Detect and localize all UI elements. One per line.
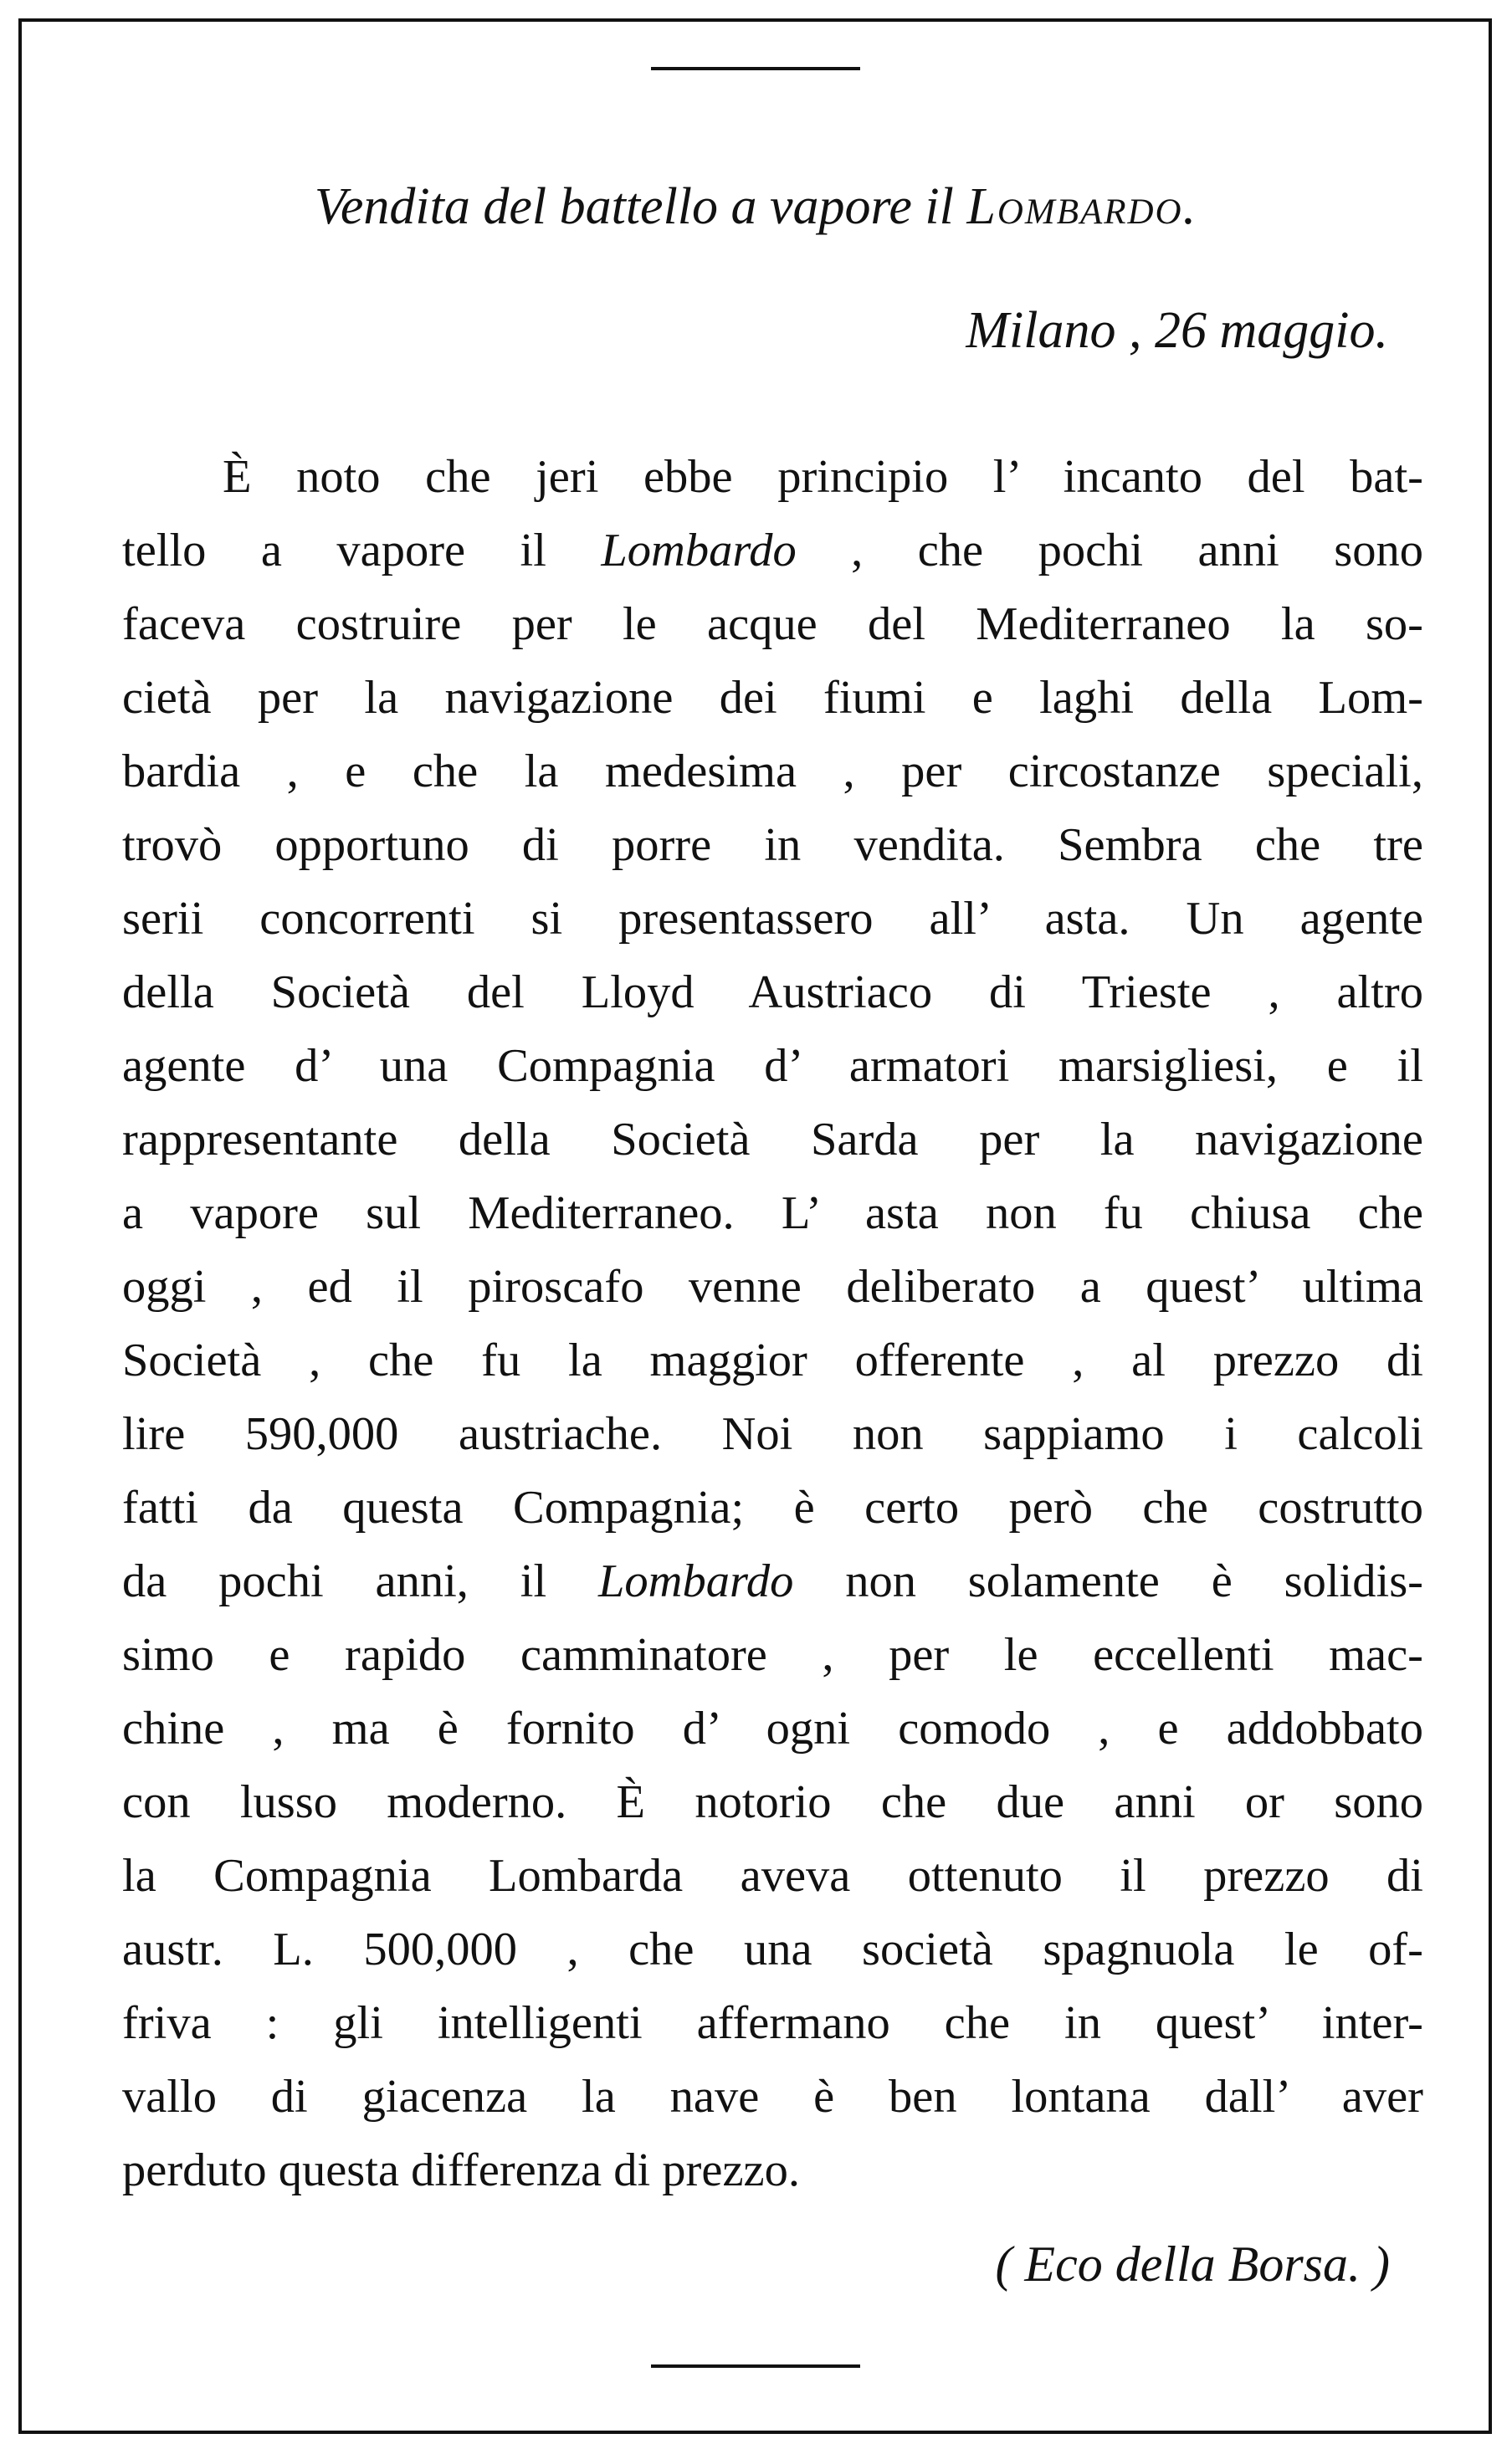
ship-name-italic: Lombardo [598, 1555, 794, 1607]
body-line: cietà per la navigazione dei fiumi e laghi della Lom- [122, 672, 1423, 724]
body-line: friva : gli intelligenti affermano che in quest’ inter- [122, 1997, 1423, 2049]
body-line: fatti da questa Compagnia; è certo però che costrutto [122, 1482, 1423, 1534]
body-line-text: da pochi anni, il [122, 1555, 598, 1607]
body-line-text: tello a vapore il [122, 525, 602, 576]
body-line: perduto questa differenza di prezzo. [122, 2144, 800, 2196]
dateline: Milano , 26 maggio. [966, 302, 1388, 359]
body-line-text: , che pochi anni sono [796, 525, 1423, 576]
body-line [122, 1545, 1423, 1618]
body-line: a vapore sul Mediterraneo. L’ asta non fu chiusa che [122, 1187, 1423, 1239]
body-line: trovò opportuno di porre in vendita. Sembra che tre [122, 819, 1423, 871]
bottom-rule [651, 2364, 860, 2368]
body-line: austr. L. 500,000 , che una società spagnuola le of- [122, 1924, 1423, 1975]
body-line: rappresentante della Società Sarda per la navigazione [122, 1114, 1423, 1166]
title-text: Vendita del battello a vapore il [314, 178, 967, 235]
body-line: serii concorrenti si presentassero all’ asta. Un agente [122, 893, 1423, 945]
page-frame [18, 18, 1492, 2434]
body-line: agente d’ una Compagnia d’ armatori marsigliesi, e il [122, 1040, 1423, 1092]
body-line: chine , ma è fornito d’ ogni comodo , e addobbato [122, 1703, 1423, 1755]
top-rule [651, 67, 860, 70]
article-body [122, 440, 1423, 2207]
body-line: Società , che fu la maggior offerente , al prezzo di [122, 1335, 1423, 1386]
body-line: faceva costruire per le acque del Mediterraneo la so- [122, 598, 1423, 650]
body-line: con lusso moderno. È notorio che due anni or sono [122, 1776, 1423, 1828]
body-line [122, 514, 1423, 587]
body-line: simo e rapido camminatore , per le eccellenti mac- [122, 1629, 1423, 1681]
body-line: bardia , e che la medesima , per circostanze speciali, [122, 745, 1423, 797]
body-line: vallo di giacenza la nave è ben lontana dall’ aver [122, 2071, 1423, 2123]
body-line: la Compagnia Lombarda aveva ottenuto il prezzo di [122, 1850, 1423, 1902]
source-attribution: ( Eco della Borsa. ) [995, 2236, 1390, 2292]
body-line: oggi , ed il piroscafo venne deliberato a quest’ ultima [122, 1261, 1423, 1313]
body-line: lire 590,000 austriache. Noi non sappiamo i calcoli [122, 1408, 1423, 1460]
title-ship-name: Lombardo [966, 178, 1183, 235]
body-line-text: non solamente è solidis- [793, 1555, 1423, 1607]
ship-name-italic: Lombardo [601, 525, 797, 576]
body-line: della Società del Lloyd Austriaco di Trieste , altro [122, 966, 1423, 1018]
title-period: . [1182, 178, 1197, 235]
body-line: È noto che jeri ebbe principio l’ incanto del bat- [223, 451, 1423, 503]
article-title [22, 178, 1489, 235]
